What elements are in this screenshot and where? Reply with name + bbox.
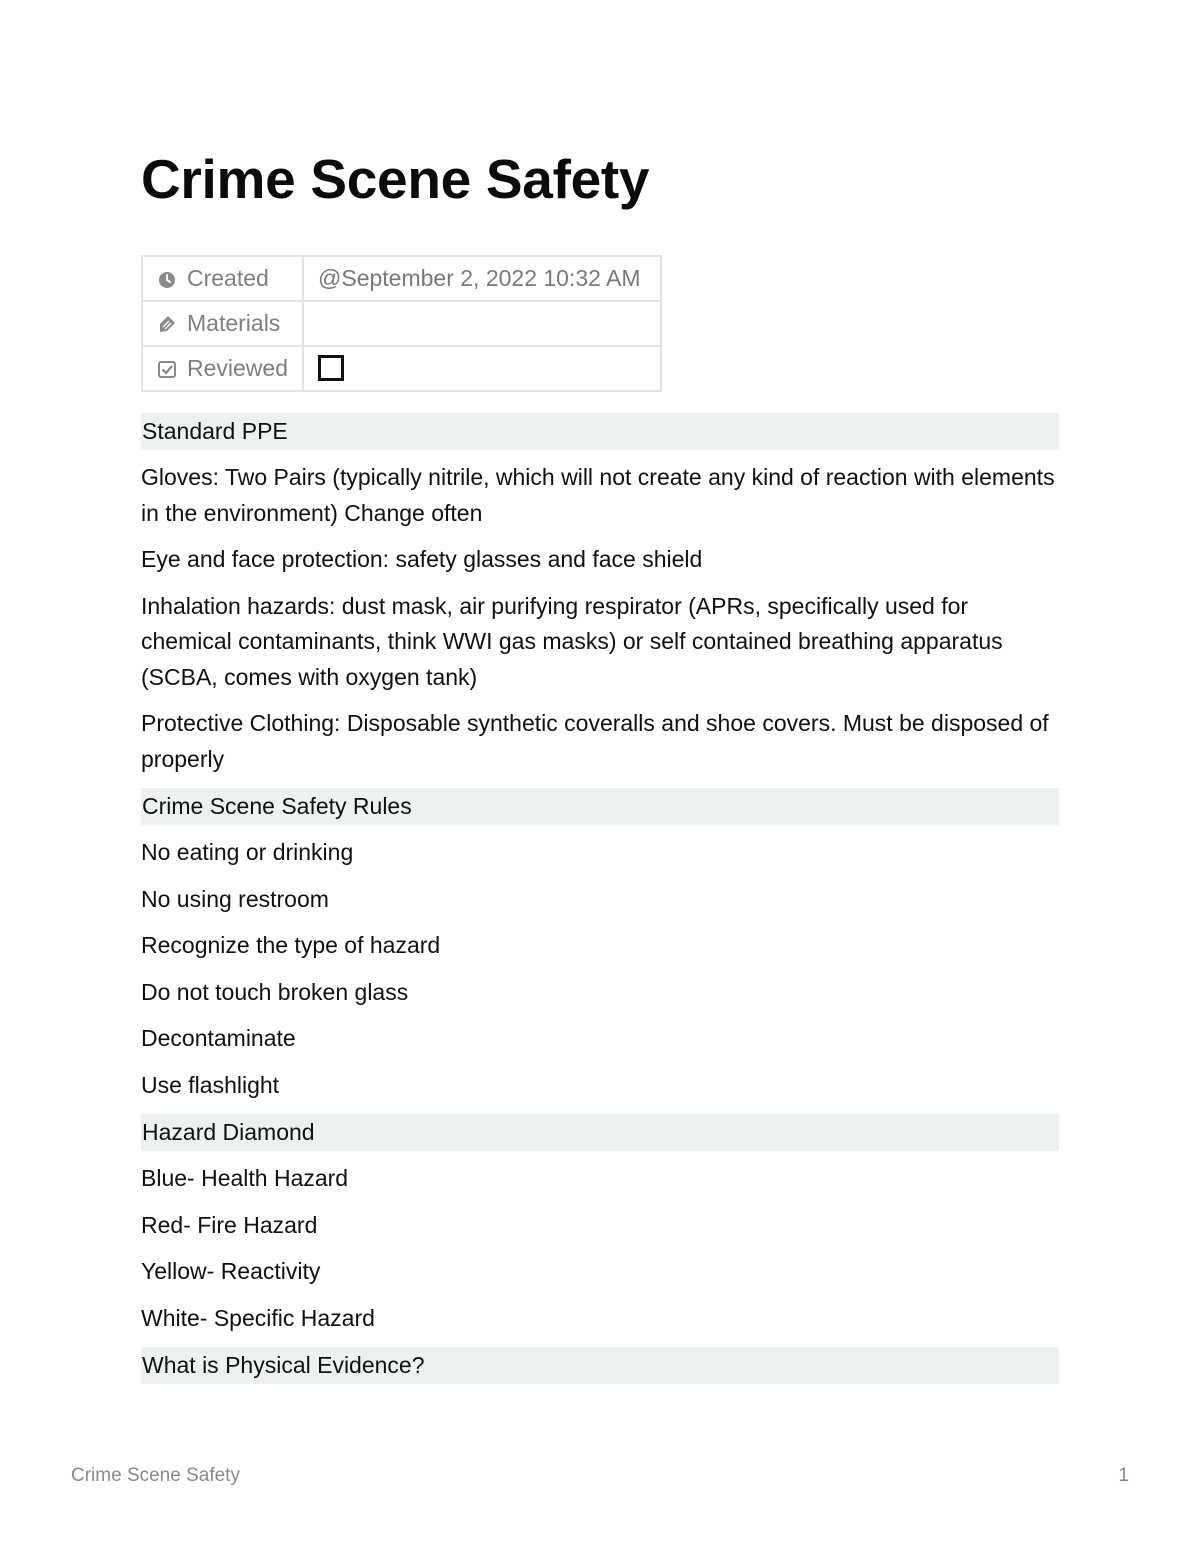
section-heading-hazard-diamond: Hazard Diamond <box>141 1114 1059 1151</box>
list-item: Blue- Health Hazard <box>141 1165 349 1191</box>
page-title: Crime Scene Safety <box>141 148 650 210</box>
property-row-created <box>142 256 661 301</box>
section-heading-physical-evidence: What is Physical Evidence? <box>141 1347 1059 1384</box>
list-item: Recognize the type of hazard <box>141 932 441 958</box>
property-label: Materials <box>187 310 281 336</box>
section-heading-safety-rules: Crime Scene Safety Rules <box>141 788 1059 825</box>
property-key-materials <box>142 301 303 346</box>
clock-icon <box>157 268 177 288</box>
property-value-created[interactable]: @September 2, 2022 10:32 AM <box>303 256 661 301</box>
list-item: Eye and face protection: safety glasses and face shield <box>141 546 703 572</box>
list-item: White- Specific Hazard <box>141 1304 375 1331</box>
page-number: 1 <box>1118 1465 1129 1486</box>
tag-icon <box>157 313 177 333</box>
property-key-created <box>142 256 303 301</box>
property-row-reviewed <box>142 346 661 391</box>
property-label: Reviewed <box>187 355 288 381</box>
property-value-materials[interactable] <box>303 301 661 346</box>
list-item: Decontaminate <box>141 1025 296 1051</box>
property-key-reviewed <box>142 346 303 391</box>
list-item: No eating or drinking <box>141 839 354 865</box>
list-item: Gloves: Two Pairs (typically nitrile, which will not create any kind of reaction with elements in the environment) Change often <box>141 464 1055 526</box>
properties-table <box>141 255 662 392</box>
reviewed-checkbox[interactable] <box>318 355 344 381</box>
list-item: Yellow- Reactivity <box>141 1258 321 1284</box>
list-item: Red- Fire Hazard <box>141 1211 318 1238</box>
footer-title: Crime Scene Safety <box>71 1465 240 1486</box>
list-item: Do not touch broken glass <box>141 978 409 1005</box>
section-heading-standard-ppe: Standard PPE <box>141 413 1059 450</box>
page-content <box>141 413 1059 1394</box>
list-item: Use flashlight <box>141 1071 280 1098</box>
property-row-materials <box>142 301 661 346</box>
property-label: Created <box>187 265 269 291</box>
checkbox-icon <box>157 358 177 378</box>
list-item: Protective Clothing: Disposable synthetic coveralls and shoe covers. Must be disposed of properly <box>141 710 1049 772</box>
list-item: Inhalation hazards: dust mask, air purifying respirator (APRs, specifically used for chemical contaminants, think WWI gas masks) or self contained breathing apparatus (SCBA, comes with oxygen tank) <box>141 592 1003 690</box>
property-value-reviewed <box>303 346 661 391</box>
list-item: No using restroom <box>141 885 329 912</box>
